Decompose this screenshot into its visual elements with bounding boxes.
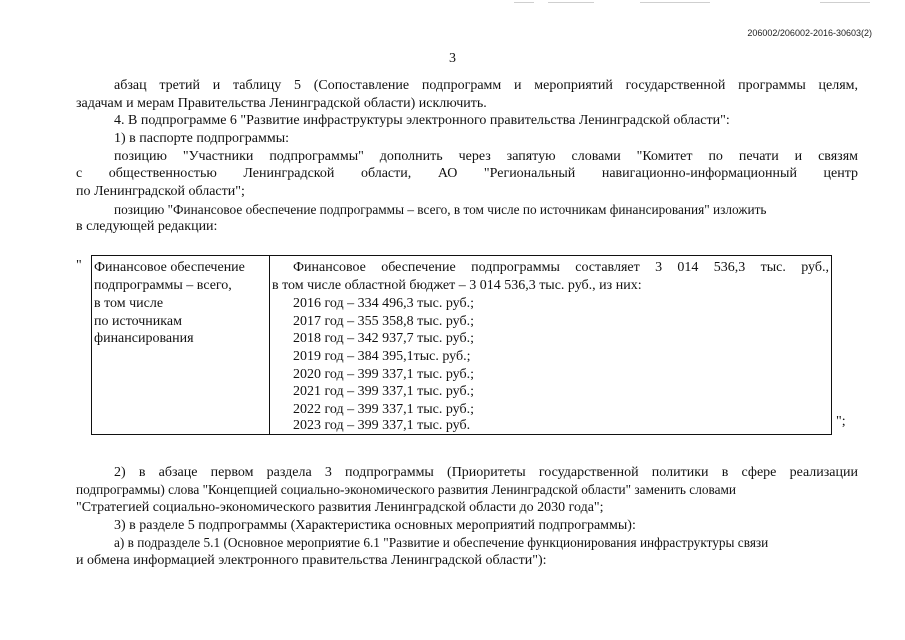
left-cell-line: Финансовое обеспечение bbox=[94, 260, 245, 275]
year-row: 2019 год – 384 395,1тыс. руб.; bbox=[293, 349, 471, 364]
paragraph-line: с общественностью Ленинградской области, АО "Региональный навигационно-информационный центр bbox=[76, 166, 858, 181]
right-cell-line: Финансовое обеспечение подпрограммы составляет 3 014 536,3 тыс. руб., bbox=[293, 260, 829, 275]
scan-top-edge-marks bbox=[0, 0, 905, 6]
paragraph-line: позицию "Финансовое обеспечение подпрограммы – всего, в том числе по источникам финансирования" изложить bbox=[114, 202, 767, 217]
paragraph-line: а) в подразделе 5.1 (Основное мероприятие 6.1 "Развитие и обеспечение функционирования инфраструктуры связи bbox=[114, 535, 769, 550]
paragraph-line: 4. В подпрограмме 6 "Развитие инфраструктуры электронного правительства Ленинградской области": bbox=[114, 113, 730, 128]
paragraph-line: 1) в паспорте подпрограммы: bbox=[114, 131, 290, 146]
left-cell-line: в том числе bbox=[94, 296, 164, 311]
paragraph-line: "Стратегией социально-экономического развития Ленинградской области до 2030 года"; bbox=[76, 500, 604, 515]
paragraph-line: 3) в разделе 5 подпрограммы (Характеристика основных мероприятий подпрограммы): bbox=[114, 518, 636, 533]
year-row: 2017 год – 355 358,8 тыс. руб.; bbox=[293, 314, 474, 329]
left-cell-line: по источникам bbox=[94, 314, 182, 329]
left-cell-line: подпрограммы – всего, bbox=[94, 278, 232, 293]
paragraph-line: подпрограммы) слова "Концепцией социально-экономического развития Ленинградской области" заменить словами bbox=[76, 482, 737, 497]
year-row: 2020 год – 399 337,1 тыс. руб.; bbox=[293, 367, 474, 382]
document-id: 206002/206002-2016-30603(2) bbox=[747, 28, 872, 38]
open-quote: " bbox=[76, 258, 82, 273]
paragraph-line: позицию "Участники подпрограммы" дополнить через запятую словами "Комитет по печати и связям bbox=[114, 149, 858, 164]
financing-table bbox=[91, 255, 832, 435]
year-row: 2023 год – 399 337,1 тыс. руб. bbox=[293, 418, 471, 433]
page-number: 3 bbox=[449, 51, 456, 66]
year-row: 2022 год – 399 337,1 тыс. руб.; bbox=[293, 402, 474, 417]
paragraph-line: в следующей редакции: bbox=[76, 219, 218, 234]
paragraph-line: и обмена информацией электронного правительства Ленинградской области"): bbox=[76, 553, 547, 568]
paragraph-line: абзац третий и таблицу 5 (Сопоставление подпрограмм и мероприятий государственной программы целям, bbox=[114, 78, 858, 93]
paragraph-line: по Ленинградской области"; bbox=[76, 184, 245, 199]
year-row: 2021 год – 399 337,1 тыс. руб.; bbox=[293, 384, 474, 399]
year-row: 2018 год – 342 937,7 тыс. руб.; bbox=[293, 331, 474, 346]
right-cell-line: в том числе областной бюджет – 3 014 536,3 тыс. руб., из них: bbox=[272, 278, 642, 293]
paragraph-line: задачам и мерам Правительства Ленинградской области) исключить. bbox=[76, 96, 487, 111]
column-divider bbox=[269, 256, 270, 434]
year-row: 2016 год – 334 496,3 тыс. руб.; bbox=[293, 296, 474, 311]
close-quote: "; bbox=[836, 414, 846, 429]
paragraph-line: 2) в абзаце первом раздела 3 подпрограммы (Приоритеты государственной политики в сфере реализации bbox=[114, 465, 858, 480]
left-cell-line: финансирования bbox=[94, 331, 194, 346]
